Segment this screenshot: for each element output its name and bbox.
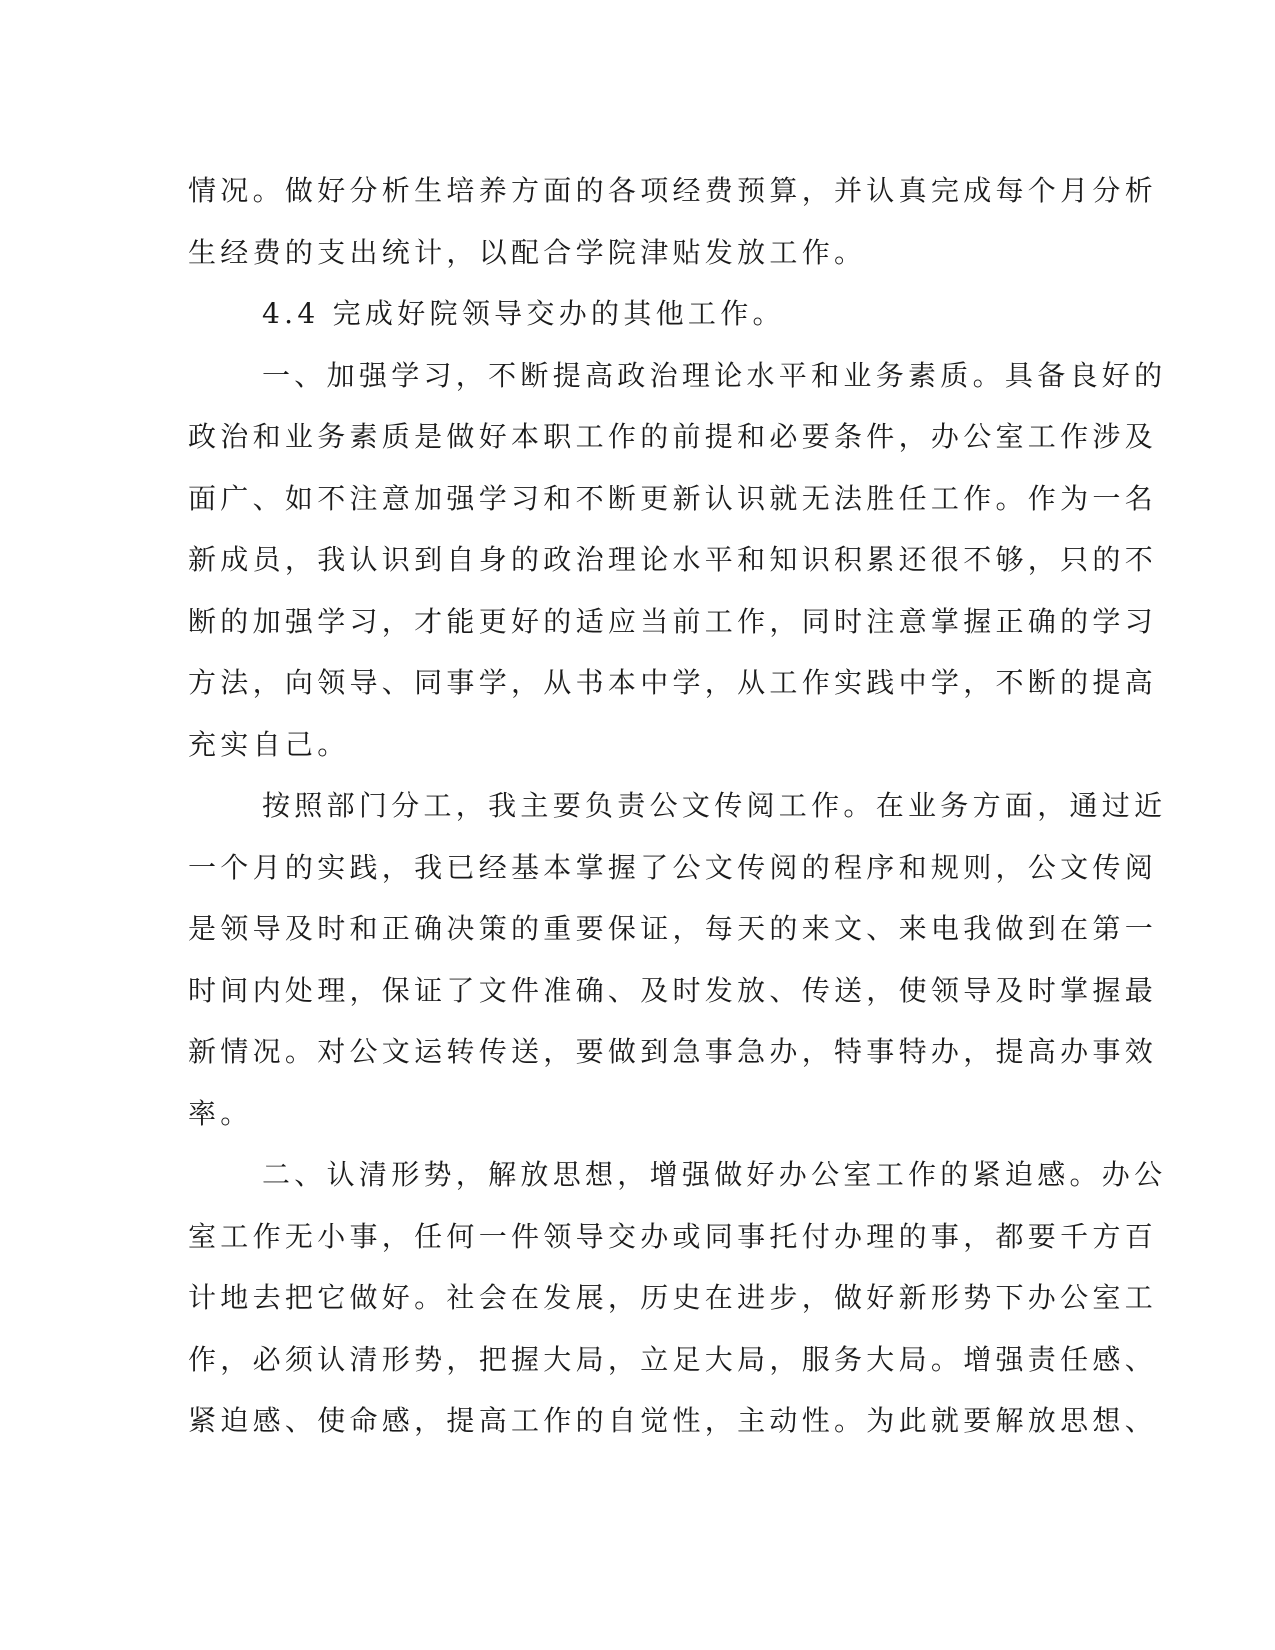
text-line: 二、认清形势，解放思想，增强做好办公室工作的紧迫感。办公 bbox=[262, 1158, 1167, 1191]
text-line: 紧迫感、使命感，提高工作的自觉性，主动性。为此就要解放思想、 bbox=[188, 1404, 1158, 1437]
text-line: 新情况。对公文运转传送，要做到急事急办，特事特办，提高办事效 bbox=[188, 1035, 1158, 1068]
text-line: 一、加强学习，不断提高政治理论水平和业务素质。具备良好的 bbox=[262, 358, 1167, 392]
text-line: 断的加强学习，才能更好的适应当前工作，同时注意掌握正确的学习 bbox=[188, 604, 1158, 638]
text-line: 室工作无小事，任何一件领导交办或同事托付办理的事，都要千方百 bbox=[188, 1219, 1158, 1253]
text-line: 方法，向领导、同事学，从书本中学，从工作实践中学，不断的提高 bbox=[188, 666, 1158, 699]
text-line: 新成员，我认识到自身的政治理论水平和知识积累还很不够，只的不 bbox=[188, 543, 1158, 576]
text-line: 时间内处理，保证了文件准确、及时发放、传送，使领导及时掌握最 bbox=[188, 973, 1158, 1007]
text-line: 充实自己。 bbox=[188, 727, 350, 761]
text-line: 是领导及时和正确决策的重要保证，每天的来文、来电我做到在第一 bbox=[188, 912, 1158, 945]
paragraph-5 bbox=[188, 1144, 1167, 1452]
text-line: 情况。做好分析生培养方面的各项经费预算，并认真完成每个月分析 bbox=[188, 174, 1158, 207]
text-line: 生经费的支出统计，以配合学院津贴发放工作。 bbox=[188, 235, 867, 269]
text-line: 按照部门分工，我主要负责公文传阅工作。在业务方面，通过近 bbox=[262, 789, 1167, 822]
text-line: 计地去把它做好。社会在发展，历史在进步，做好新形势下办公室工 bbox=[188, 1281, 1158, 1314]
paragraph-2 bbox=[188, 283, 1088, 345]
text-line: 一个月的实践，我已经基本掌握了公文传阅的程序和规则，公文传阅 bbox=[188, 850, 1158, 884]
text-line: 作，必须认清形势，把握大局，立足大局，服务大局。增强责任感、 bbox=[188, 1342, 1158, 1376]
paragraph-1 bbox=[188, 160, 1158, 283]
section-heading: 4.4 完成好院领导交办的其他工作。 bbox=[262, 297, 785, 330]
paragraph-3 bbox=[188, 345, 1167, 776]
text-line: 政治和业务素质是做好本职工作的前提和必要条件，办公室工作涉及 bbox=[188, 420, 1158, 453]
paragraph-4 bbox=[188, 775, 1167, 1144]
text-line: 率。 bbox=[188, 1096, 253, 1130]
text-line: 面广、如不注意加强学习和不断更新认识就无法胜任工作。作为一名 bbox=[188, 481, 1158, 515]
body-text bbox=[188, 160, 1167, 1452]
